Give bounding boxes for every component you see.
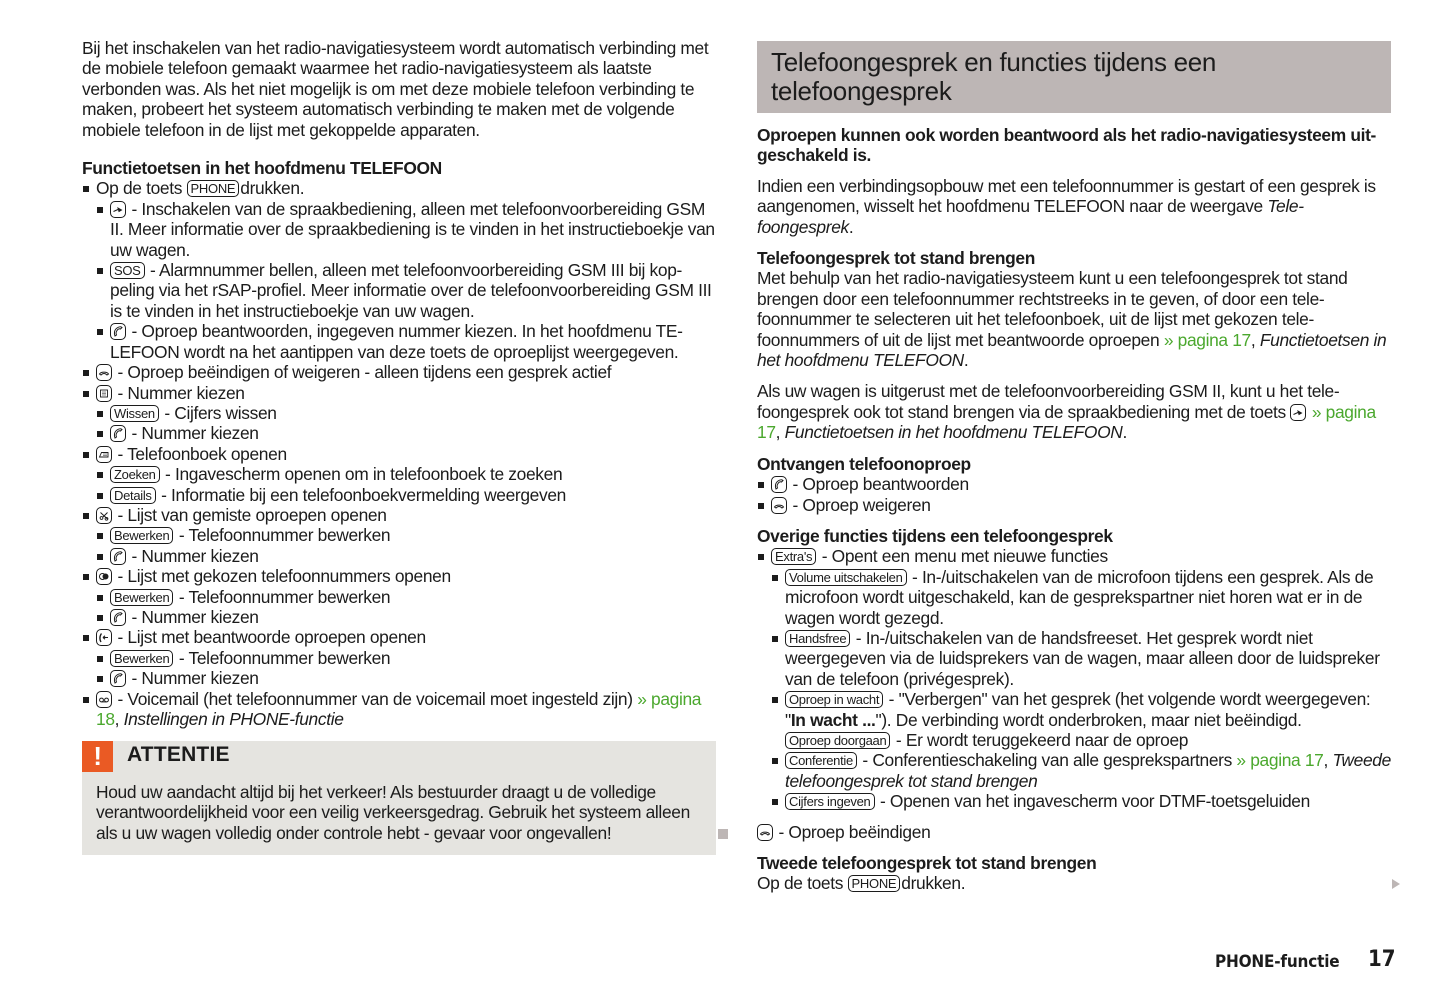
list-subitem-handsfree: Handsfree - In-/uitschakelen van de handsfreeset. Het gesprek wordt niet weergegeven via de luidsprekers van de wagen, maar alleen door de luidspreker van de telefoon (privégesprek). (757, 628, 1391, 689)
list-subitem: Bewerken - Telefoonnummer bewerken (82, 525, 718, 545)
section-title-second-call: Tweede telefoongesprek tot stand brengen (757, 853, 1097, 873)
footer-section-title: PHONE-functie (1215, 952, 1340, 972)
phone-key: PHONE (187, 180, 240, 197)
left-column (82, 38, 718, 729)
phone-answer-icon (110, 323, 126, 340)
list-item-missed-calls: - Lijst van gemiste oproepen openen Bewerken - Telefoonnummer bewerken - Nummer kiezen (82, 505, 718, 566)
sos-key: SOS (110, 262, 145, 279)
lead-paragraph: Oproepen kunnen ook worden beantwoord als het radio-navigatiesysteem uitgeschakeld is. (757, 125, 1377, 166)
list-item-voicemail: - Voicemail (het telefoonnummer van de voicemail moet ingesteld zijn) » pagina 18, Instellingen in PHONE-functie (82, 689, 718, 730)
dialed-numbers-icon (96, 568, 112, 585)
list-item-sos: SOS - Alarmnummer bellen, alleen met telefoonvoorbereiding GSM III bij koppeling via het rSAP-profiel. Meer informatie over de telefoonvoorbereiding GSM III is te vinden in het instructieboekje van uw wagen. (82, 260, 718, 321)
voice-control-icon (110, 201, 126, 218)
list-item-hangup: - Oproep beëindigen of weigeren - alleen tijdens een gesprek actief (82, 362, 718, 382)
handsfree-key: Handsfree (785, 630, 850, 647)
list-subitem: Bewerken - Telefoonnummer bewerken (82, 648, 718, 668)
page-17-link[interactable]: » pagina 17 (757, 401, 1376, 443)
second-call-instruction: Op de toets PHONE drukken. (757, 873, 966, 894)
warning-box (82, 741, 716, 855)
warning-icon: ! (82, 741, 113, 772)
continue-arrow-icon (1392, 879, 1400, 889)
keypad-icon (96, 385, 112, 402)
list-subitem-hold: Oproep in wacht - "Verbergen" van het gesprek (het volgende wordt weergegeven: "In wacht ..."). De verbinding wordt onderbroken, maar niet beëindigd. Oproep doorgaan - Er wordt teruggekeerd naar de oproep (757, 689, 1391, 750)
function-key-list-continued (82, 362, 718, 729)
list-subitem: Details - Informatie bij een telefoonboekvermelding weergeven (82, 485, 718, 505)
phone-answer-icon (110, 609, 126, 626)
list-subitem: - Nummer kiezen (82, 546, 718, 566)
phone-key: PHONE (848, 875, 901, 892)
section-title-other-functions: Overige functies tijdens een telefoongesprek (757, 525, 1113, 546)
zoeken-key: Zoeken (110, 466, 160, 483)
page-number: 17 (1368, 947, 1396, 972)
volume-uitschakelen-key: Volume uitschakelen (785, 569, 907, 586)
other-functions-list (757, 546, 1391, 811)
list-item-extras: Extra's - Opent een menu met nieuwe functies Volume uitschakelen - In-/uitschakelen van de microfoon tijdens een gesprek. Als de microfoon wordt uitgeschakeld, kan de gesprekspartner niet horen wat er in de wagen wordt gezegd. Handsfree - In-/uitschakelen van de handsfreeset. Het gesprek wordt niet weergegeven via de luidsprekers van de wagen, maar alleen door de luidspreker van de telefoon (privégesprek). Oproep in wacht - "Verbergen" van het gesprek (het volgende wordt weergegeven: "In wacht ..."). De verbinding wordt onderbroken, maar niet beëindigd. Oproep doorgaan - Er wordt teruggekeerd naar de oproep Conferentie - Conferentieschakeling van alle gesprekspartners » pagina 17, Tweede telefoongesprek tot stand brengen Cijfers ingeven - Openen van het ingavescherm voor DTMF-toetsgeluiden (757, 546, 1391, 811)
warning-title: ATTENTIE (127, 743, 230, 766)
voicemail-icon (96, 691, 112, 708)
phone-answer-icon (110, 548, 126, 565)
bewerken-key: Bewerken (110, 527, 173, 544)
phone-answer-icon (110, 425, 126, 442)
list-subitem: Zoeken - Ingavescherm openen om in telefoonboek te zoeken (82, 464, 718, 484)
paragraph-establish-call: Met behulp van het radio-navigatiesysteem kunt u een telefoongesprek tot stand brengen door een telefoonnummer rechtstreeks in te geven, of door een telefoonnummer te selecteren uit het telefoonboek, uit de lijst met gekozen telefoonnummers of uit de lijst met beantwoorde oproepen » pagina 17, Functietoetsen in het hoofdmenu TELEFOON. (757, 268, 1387, 371)
oproep-in-wacht-key: Oproep in wacht (785, 691, 883, 708)
section-title-function-keys: Functietoetsen in het hoofdmenu TELEFOON (82, 158, 442, 179)
conferentie-key: Conferentie (785, 752, 857, 769)
incoming-call-list (757, 474, 1391, 515)
phone-answer-icon (771, 476, 787, 493)
phone-hangup-icon (757, 824, 773, 841)
phone-hangup-icon (771, 497, 787, 514)
list-item-phonebook: - Telefoonboek openen Zoeken - Ingavescherm openen om in telefoonboek te zoeken Details - Informatie bij een telefoonboekvermelding weergeven (82, 444, 718, 505)
list-item-press-phone: Op de toets PHONE drukken. - Inschakelen van de spraakbediening, alleen met telefoonvoorbereiding GSM II. Meer informatie over de spraakbediening is te vinden in het instructieboekje van uw wagen. SOS - Alarmnummer bellen, alleen met telefoonvoorbereiding GSM III bij koppeling via het rSAP-profiel. Meer informatie over de telefoonvoorbereiding GSM III is te vinden in het instructieboekje van uw wagen. - Oproep beantwoorden, ingegeven nummer kiezen. In het hoofdmenu TELEFOON wordt na het aantippen van deze toets de oproeplijst weergegeven. (82, 178, 718, 362)
warning-body: Houd uw aandacht altijd bij het verkeer! Als bestuurder draagt u de volledige verantwoordelijkheid voor een veilig verkeersgedrag. Gebruik het systeem alleen als u uw wagen volledig onder controle hebt - gevaar voor ongevallen! (96, 782, 690, 843)
list-subitem: - Nummer kiezen (82, 607, 718, 627)
chapter-heading-box (757, 41, 1391, 113)
received-calls-icon (96, 629, 112, 646)
phone-hangup-icon (96, 364, 112, 381)
list-subitem: - Nummer kiezen (82, 668, 718, 688)
section-title-incoming-call: Ontvangen telefoonoproep (757, 453, 971, 474)
list-subitem-dtmf: Cijfers ingeven - Openen van het ingavescherm voor DTMF-toetsgeluiden (757, 791, 1391, 811)
list-item: - Oproep weigeren (757, 495, 1391, 515)
list-item-received-calls: - Lijst met beantwoorde oproepen openen Bewerken - Telefoonnummer bewerken - Nummer kiezen (82, 627, 718, 688)
phone-answer-icon (110, 670, 126, 687)
details-key: Details (110, 487, 156, 504)
list-item-dialed-numbers: - Lijst met gekozen telefoonnummers openen Bewerken - Telefoonnummer bewerken - Nummer kiezen (82, 566, 718, 627)
wissen-key: Wissen (110, 405, 159, 422)
bewerken-key: Bewerken (110, 650, 173, 667)
end-call-line: - Oproep beëindigen (757, 822, 1391, 842)
intro-paragraph: Bij het inschakelen van het radio-navigatiesysteem wordt automatisch verbinding met de mobiele telefoon gemaakt waarmee het radio-navigatiesysteem als laatste verbonden was. Als het niet mogelijk is om met deze mobiele telefoon verbinding te maken, probeert het systeem automatisch verbinding te maken met de volgende mobiele telefoon in de lijst met gekoppelde apparaten. (82, 38, 709, 140)
section-end-marker-icon (718, 829, 728, 839)
list-subitem: - Nummer kiezen (82, 423, 718, 443)
page-17-link[interactable]: » pagina 17 (1163, 329, 1251, 350)
missed-calls-icon (96, 507, 112, 524)
cijfers-ingeven-key: Cijfers ingeven (785, 793, 875, 810)
page-17-link[interactable]: » pagina 17 (1236, 750, 1324, 771)
section-title-establish-call: Telefoongesprek tot stand brengen (757, 248, 1036, 269)
bewerken-key: Bewerken (110, 589, 173, 606)
paragraph-voice-control: Als uw wagen is uitgerust met de telefoonvoorbereiding GSM II, kunt u het telefoongesprek ook tot stand brengen via de spraakbediening met de toets » pagina 17, Functietoetsen in het hoofdmenu TELEFOON. (757, 381, 1376, 443)
page-18-link[interactable]: » pagina 18 (96, 688, 702, 729)
chapter-heading: Telefoongesprek en functies tijdens een telefoongesprek (771, 47, 1217, 106)
list-item: - Oproep beantwoorden (757, 474, 1391, 494)
list-subitem-conference: Conferentie - Conferentieschakeling van alle gesprekspartners » pagina 17, Tweede telefoongesprek tot stand brengen (757, 750, 1391, 791)
oproep-doorgaan-key: Oproep doorgaan (785, 732, 890, 749)
extras-key: Extra's (771, 548, 816, 565)
list-item-answer: - Oproep beantwoorden, ingegeven nummer kiezen. In het hoofdmenu TELEFOON wordt na het aantippen van deze toets de oproeplijst weergegeven. (82, 321, 718, 362)
list-subitem: Wissen - Cijfers wissen (82, 403, 718, 423)
function-key-list (82, 178, 718, 362)
phonebook-icon (96, 446, 112, 463)
paragraph-connection: Indien een verbindingsopbouw met een telefoonnummer is gestart of een gesprek is aangenomen, wisselt het hoofdmenu TELEFOON naar de weergave Telefoongesprek. (757, 175, 1376, 237)
list-item-voice-control: - Inschakelen van de spraakbediening, alleen met telefoonvoorbereiding GSM II. Meer informatie over de spraakbediening is te vinden in het instructieboekje van uw wagen. (82, 199, 718, 260)
voice-control-icon (1290, 404, 1306, 421)
list-subitem: Bewerken - Telefoonnummer bewerken (82, 587, 718, 607)
list-item-dial-number: - Nummer kiezen Wissen - Cijfers wissen - Nummer kiezen (82, 383, 718, 444)
list-subitem-mute: Volume uitschakelen - In-/uitschakelen van de microfoon tijdens een gesprek. Als de microfoon wordt uitgeschakeld, kan de gesprekspartner niet horen wat er in de wagen wordt gezegd. (757, 567, 1391, 628)
right-column (757, 41, 1391, 894)
reference-title: Instellingen in PHONE-functie (123, 709, 344, 729)
